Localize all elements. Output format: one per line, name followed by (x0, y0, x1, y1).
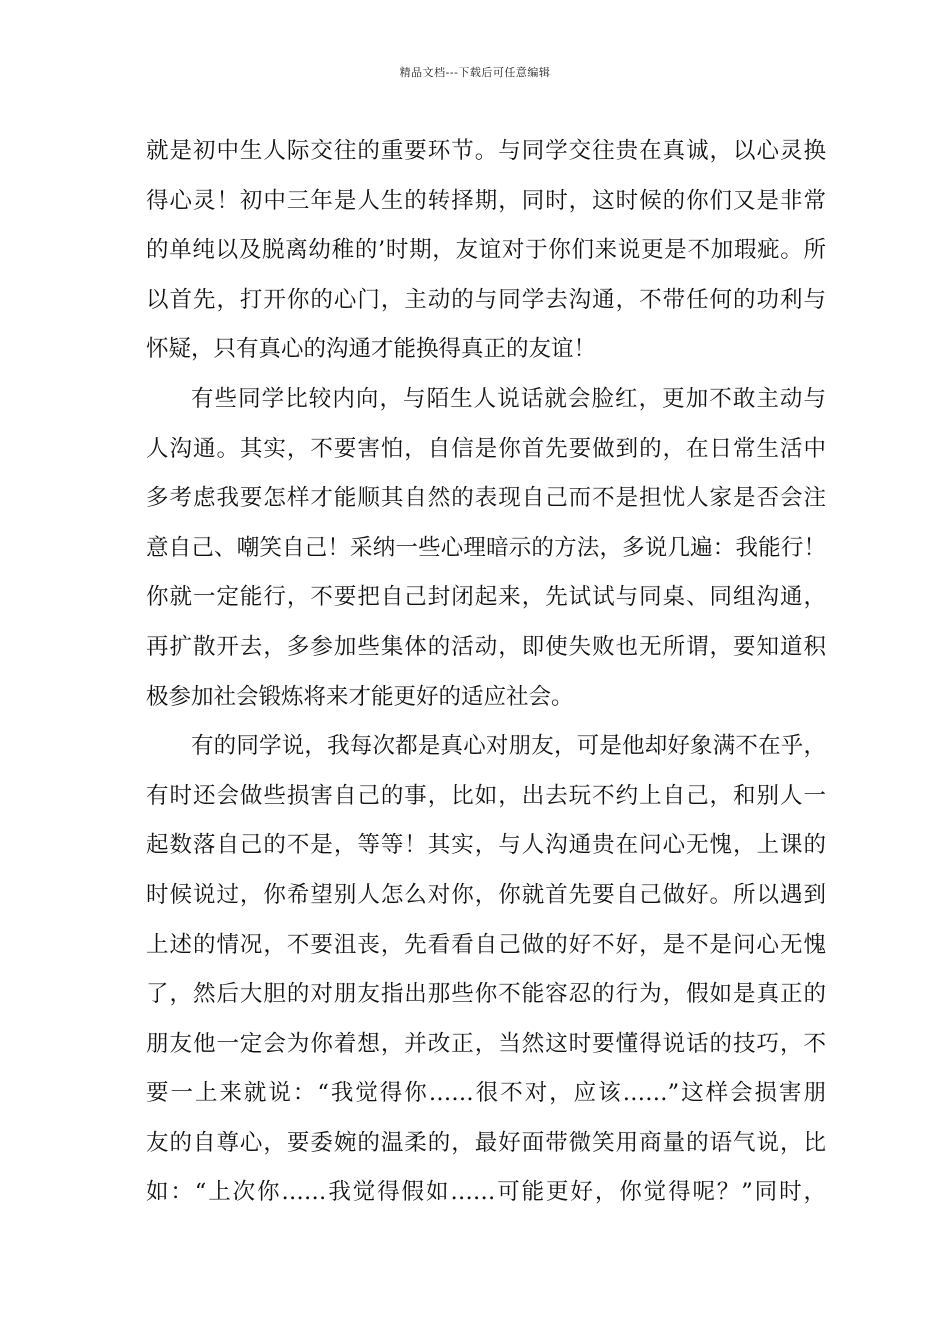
text-line: 如：“上次你……我觉得假如……可能更好，你觉得呢？”同时， (146, 1179, 826, 1206)
text-line: 朋友他一定会为你着想，并改正，当然这时要懂得说话的技巧，不 (146, 1030, 826, 1057)
page-header: 精品文档---下载后可任意编辑 (399, 66, 551, 79)
text-line: 再扩散开去，多参加些集体的活动，即使失败也无所谓，要知道积 (146, 633, 826, 660)
text-line: 有些同学比较内向，与陌生人说话就会脸红，更加不敢主动与 (191, 385, 826, 412)
paragraph (146, 127, 826, 375)
text-line: 人沟通。其实，不要害怕，自信是你首先要做到的，在日常生活中 (146, 435, 826, 462)
text-line: 以首先，打开你的心门，主动的与同学去沟通，不带任何的功利与 (146, 286, 826, 313)
text-line: 上述的情况，不要沮丧，先看看自己做的好不好，是不是问心无愧 (146, 931, 826, 958)
text-line: 你就一定能行，不要把自己封闭起来，先试试与同桌、同组沟通， (146, 584, 826, 611)
text-line: 要一上来就说：“我觉得你……很不对，应该……”这样会损害朋 (146, 1080, 826, 1107)
text-line: 极参加社会锻炼将来才能更好的适应社会。 (146, 683, 574, 710)
text-line: 的单纯以及脱离幼稚的’时期，友谊对于你们来说更是不加瑕疵。所 (146, 237, 826, 264)
text-line: 得心灵！初中三年是人生的转择期，同时，这时候的你们又是非常 (146, 187, 826, 214)
text-line: 就是初中生人际交往的重要环节。与同学交往贵在真诚，以心灵换 (146, 138, 826, 164)
text-line: 时候说过，你希望别人怎么对你，你就首先要自己做好。所以遇到 (146, 881, 826, 908)
text-line: 意自己、嘲笑自己！采纳一些心理暗示的方法，多说几遍：我能行！ (146, 534, 826, 561)
text-line: 有时还会做些损害自己的事，比如，出去玩不约上自己，和别人一 (146, 782, 826, 809)
text-line: 多考虑我要怎样才能顺其自然的表现自己而不是担忧人家是否会注 (146, 485, 826, 512)
paragraph (146, 375, 826, 722)
text-line: 有的同学说，我每次都是真心对朋友，可是他却好象满不在乎， (191, 733, 826, 760)
paragraph (146, 722, 826, 1218)
text-line: 起数落自己的不是，等等！其实，与人沟通贵在问心无愧，上课的 (146, 832, 826, 859)
document-body (146, 127, 826, 1218)
text-line: 了，然后大胆的对朋友指出那些你不能容忍的行为，假如是真正的 (146, 981, 826, 1008)
text-line: 友的自尊心，要委婉的温柔的，最好面带微笑用商量的语气说，比 (146, 1129, 826, 1156)
text-line: 怀疑，只有真心的沟通才能换得真正的友谊！ (146, 336, 597, 363)
